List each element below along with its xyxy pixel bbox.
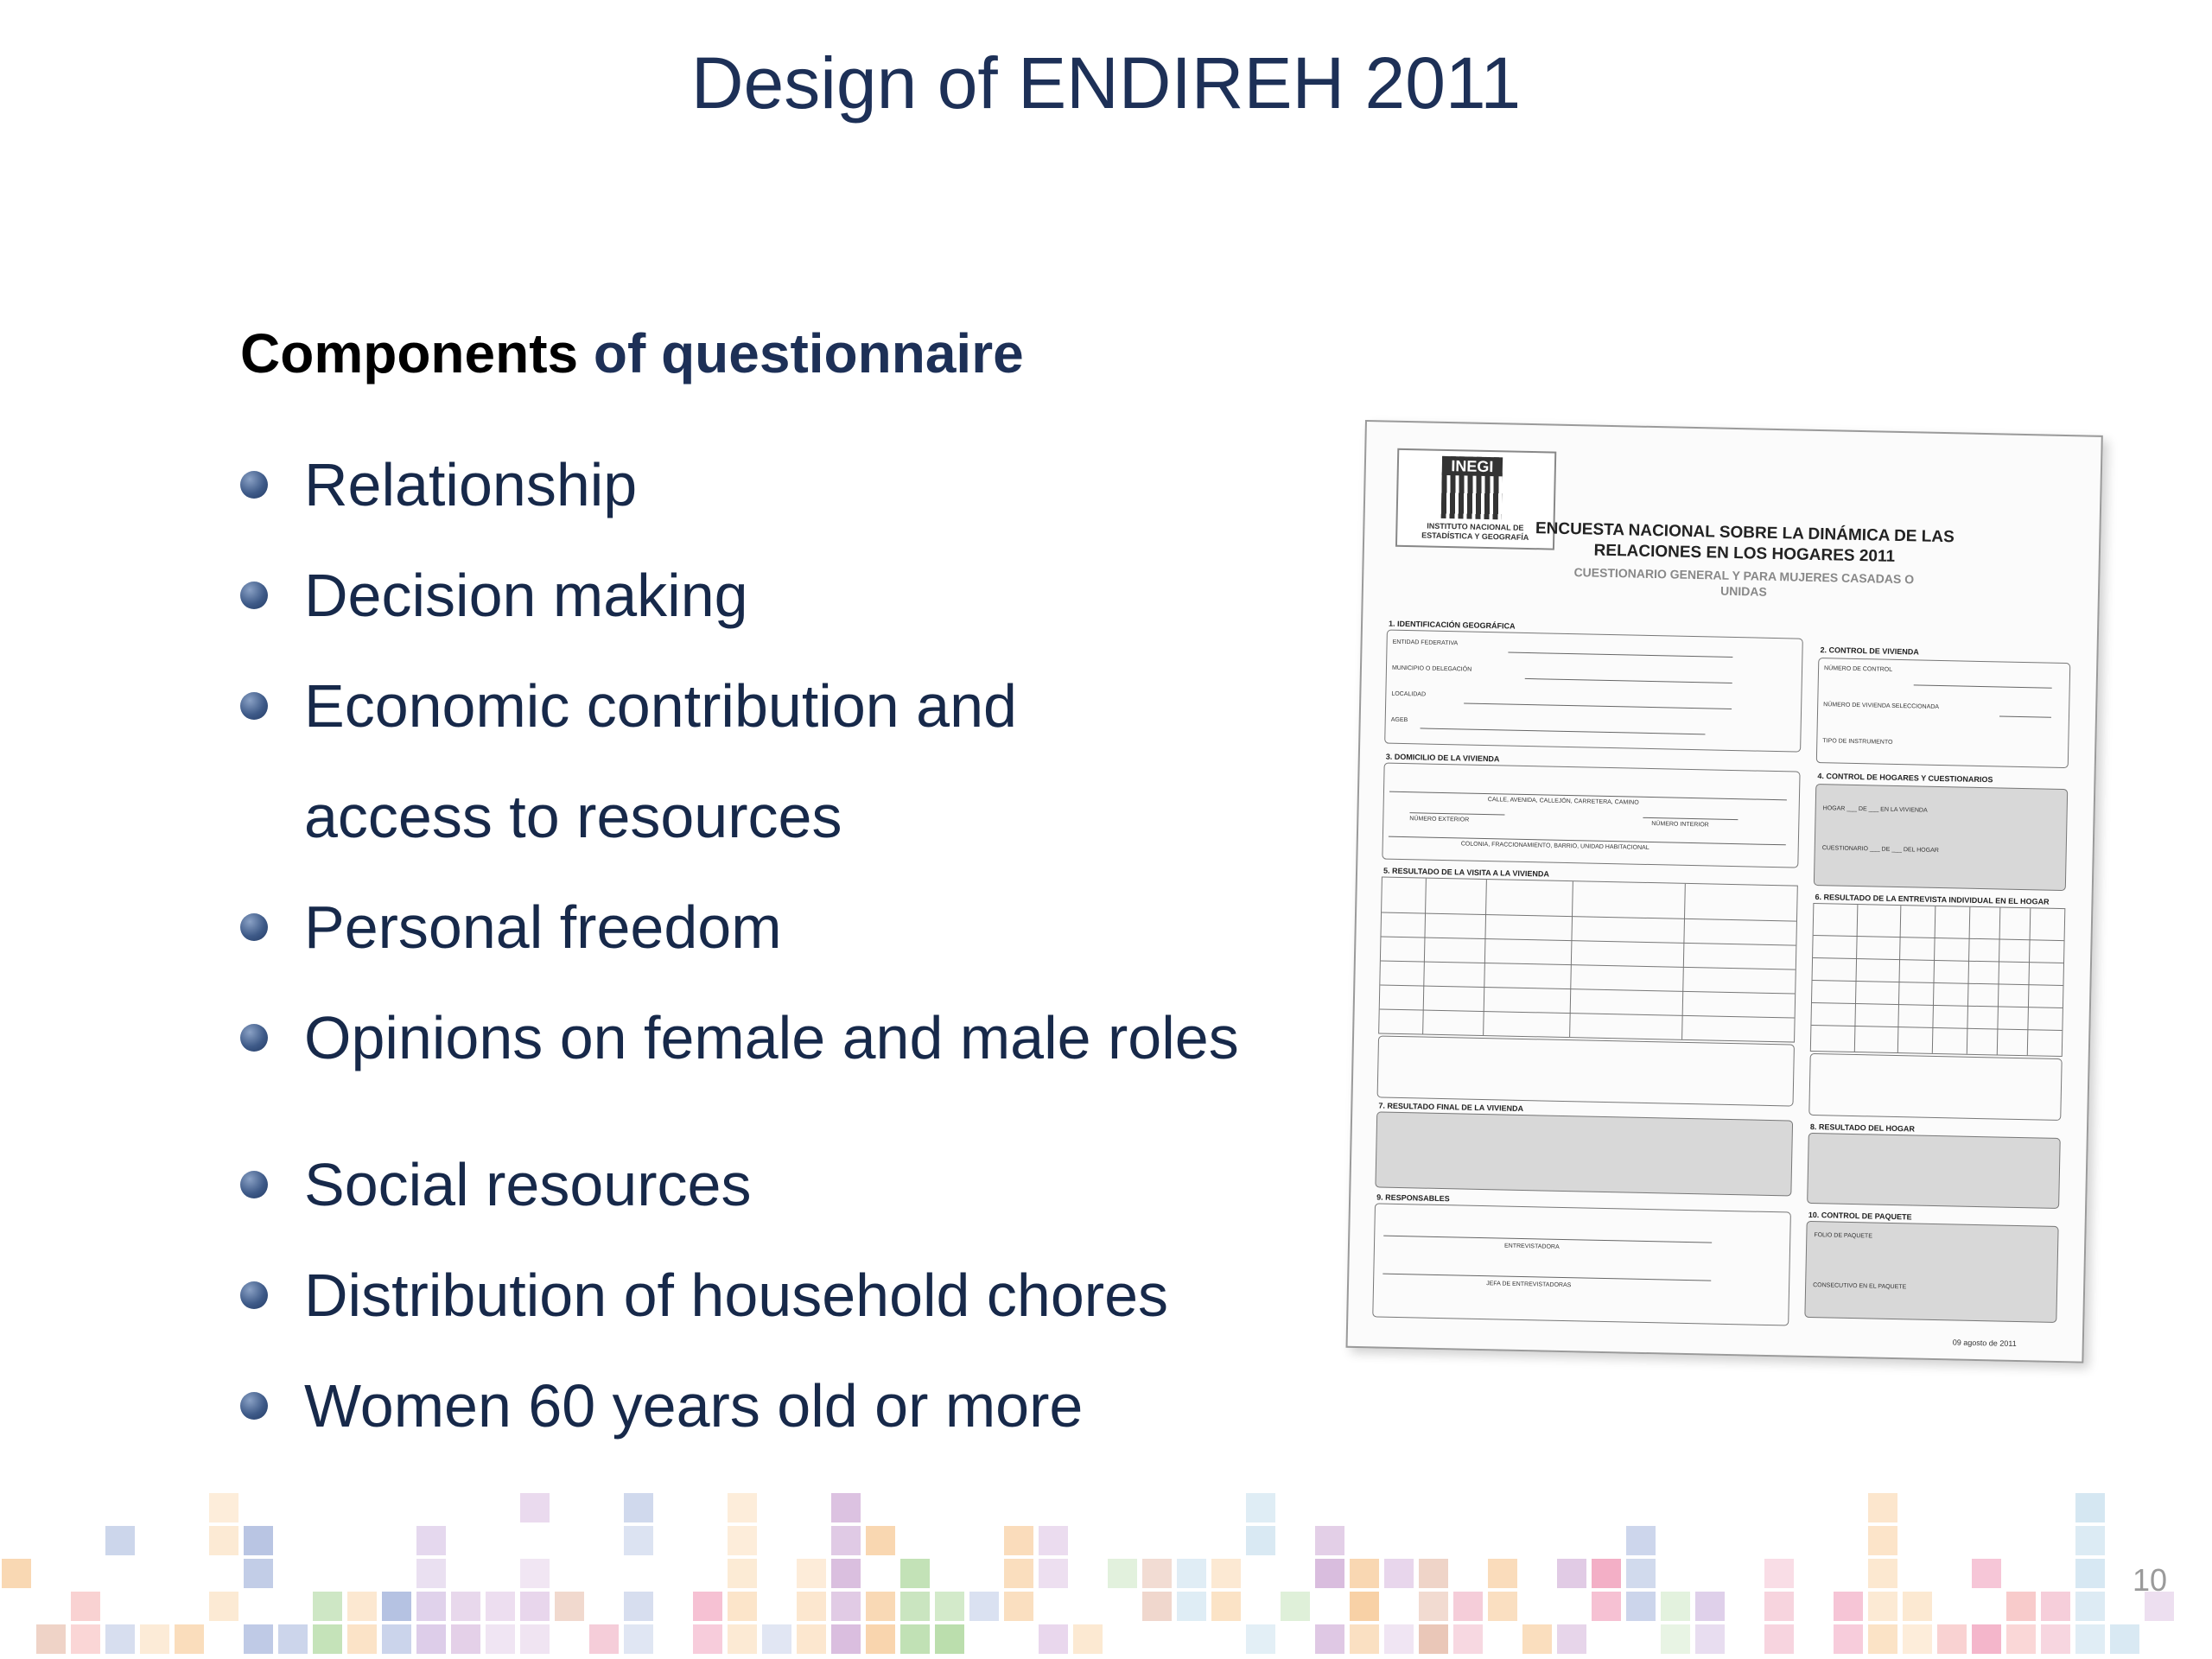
decorative-tile bbox=[1039, 1624, 1068, 1654]
field-label: CALLE, AVENIDA, CALLEJÓN, CARRETERA, CAMINO bbox=[1487, 797, 1639, 806]
decorative-tile bbox=[416, 1592, 446, 1621]
bullet-dot-icon bbox=[240, 471, 268, 499]
decorative-tile bbox=[278, 1624, 308, 1654]
decorative-tile bbox=[1764, 1592, 1794, 1621]
section-label: 4. CONTROL DE HOGARES Y CUESTIONARIOS bbox=[1817, 772, 1993, 785]
decorative-tile bbox=[831, 1526, 861, 1555]
bullet-item bbox=[240, 446, 637, 524]
field-label: NÚMERO DE VIVIENDA SELECCIONADA bbox=[1823, 702, 1940, 710]
decorative-tile bbox=[624, 1526, 653, 1555]
decorative-tile bbox=[1453, 1624, 1483, 1654]
decorative-tile bbox=[313, 1592, 342, 1621]
field-label: NÚMERO EXTERIOR bbox=[1409, 816, 1470, 823]
logo-mark-text: INEGI bbox=[1442, 456, 1503, 476]
decorative-tile bbox=[313, 1624, 342, 1654]
section-label: 8. RESULTADO DEL HOGAR bbox=[1809, 1122, 1916, 1134]
form-title: ENCUESTA NACIONAL SOBRE LA DINÁMICA DE LAS RELACIONES EN LOS HOGARES 2011 bbox=[1535, 519, 1955, 566]
field-label: JEFA DE ENTREVISTADORAS bbox=[1486, 1281, 1572, 1289]
decorative-tile bbox=[2041, 1624, 2070, 1654]
bullet-dot-icon bbox=[240, 1281, 268, 1309]
decorative-tile bbox=[1764, 1624, 1794, 1654]
decorative-tile bbox=[1142, 1592, 1172, 1621]
section-label: 1. IDENTIFICACIÓN GEOGRÁFICA bbox=[1388, 619, 1516, 631]
section-label: 10. CONTROL DE PAQUETE bbox=[1808, 1210, 1912, 1222]
decorative-tile bbox=[416, 1526, 446, 1555]
decorative-tile bbox=[728, 1559, 757, 1588]
decorative-tile bbox=[520, 1592, 550, 1621]
bullet-dot-icon bbox=[240, 582, 268, 609]
section-resultado-hogar bbox=[1807, 1133, 2061, 1209]
decorative-tile bbox=[1868, 1592, 1897, 1621]
bullet-text: Relationship bbox=[304, 451, 638, 518]
decorative-tile bbox=[728, 1592, 757, 1621]
decorative-tile bbox=[520, 1624, 550, 1654]
section-paquete bbox=[1804, 1221, 2058, 1323]
decorative-tile bbox=[728, 1493, 757, 1522]
decorative-tile bbox=[382, 1592, 411, 1621]
decorative-tile bbox=[209, 1526, 238, 1555]
bullet-text: Economic contribution and bbox=[304, 672, 1017, 740]
decorative-tile bbox=[1695, 1592, 1725, 1621]
section-entrevista-grid bbox=[1810, 903, 2066, 1057]
decorative-tile bbox=[1661, 1592, 1690, 1621]
field-label: CUESTIONARIO ___ DE ___ DEL HOGAR bbox=[1821, 845, 1939, 855]
field-label: ENTREVISTADORA bbox=[1503, 1243, 1560, 1250]
decorative-tile bbox=[900, 1559, 930, 1588]
decorative-tile bbox=[1004, 1526, 1033, 1555]
decorative-tile bbox=[2075, 1526, 2105, 1555]
section-final-vivienda bbox=[1375, 1111, 1793, 1196]
decorative-tile bbox=[2110, 1624, 2139, 1654]
decorative-tile bbox=[1903, 1624, 1932, 1654]
decorative-tile bbox=[1073, 1624, 1103, 1654]
decorative-tile bbox=[1419, 1559, 1448, 1588]
decorative-tile bbox=[209, 1592, 238, 1621]
decorative-tile bbox=[244, 1624, 273, 1654]
bullet-text: Social resources bbox=[304, 1151, 752, 1218]
decorative-tile bbox=[900, 1624, 930, 1654]
decorative-tile bbox=[486, 1592, 515, 1621]
decorative-tile bbox=[1350, 1624, 1379, 1654]
decorative-tile bbox=[1868, 1624, 1897, 1654]
decorative-tile bbox=[797, 1592, 826, 1621]
decorative-tile bbox=[2075, 1559, 2105, 1588]
decorative-tile bbox=[2041, 1592, 2070, 1621]
bullet-text: Distribution of household chores bbox=[304, 1262, 1169, 1329]
field-label: NÚMERO INTERIOR bbox=[1651, 821, 1709, 829]
subheading bbox=[240, 321, 1024, 385]
decorative-tile bbox=[935, 1624, 964, 1654]
decorative-tile bbox=[1557, 1624, 1586, 1654]
decorative-tile bbox=[693, 1624, 722, 1654]
form-subtitle: CUESTIONARIO GENERAL Y PARA MUJERES CASADAS O UNIDAS bbox=[1573, 565, 1915, 599]
decorative-tile bbox=[1315, 1624, 1344, 1654]
section-label: 9. RESPONSABLES bbox=[1376, 1192, 1450, 1204]
decorative-tile bbox=[451, 1592, 480, 1621]
decorative-tile bbox=[105, 1624, 135, 1654]
decorative-tile bbox=[1522, 1624, 1552, 1654]
decorative-tile bbox=[1419, 1592, 1448, 1621]
decorative-tile bbox=[451, 1624, 480, 1654]
decorative-tile bbox=[831, 1624, 861, 1654]
section-geo bbox=[1384, 630, 1803, 753]
field-label: LOCALIDAD bbox=[1391, 690, 1427, 698]
decorative-tile bbox=[728, 1624, 757, 1654]
questionnaire-form bbox=[1346, 420, 2103, 1363]
decorative-tile bbox=[1695, 1624, 1725, 1654]
decorative-tile bbox=[36, 1624, 66, 1654]
decorative-tile bbox=[1384, 1624, 1414, 1654]
bullet-dot-icon bbox=[240, 913, 268, 941]
bullet-text: Opinions on female and male roles bbox=[304, 1004, 1239, 1071]
section-label: 3. DOMICILIO DE LA VIVIENDA bbox=[1385, 752, 1500, 764]
bullet-item bbox=[240, 1256, 1168, 1334]
form-date: 09 agosto de 2011 bbox=[1952, 1338, 2017, 1349]
section-mujeres bbox=[1808, 1053, 2062, 1121]
decorative-tile bbox=[2006, 1592, 2036, 1621]
decorative-tile bbox=[624, 1592, 653, 1621]
decorative-tile bbox=[1142, 1559, 1172, 1588]
bullet-dot-icon bbox=[240, 1392, 268, 1420]
decorative-tile bbox=[1004, 1592, 1033, 1621]
decorative-tile bbox=[589, 1624, 619, 1654]
decorative-tile bbox=[762, 1624, 791, 1654]
decorative-tile bbox=[105, 1526, 135, 1555]
section-visita-grid bbox=[1378, 877, 1798, 1043]
decorative-tile bbox=[1004, 1559, 1033, 1588]
bullet-text: Personal freedom bbox=[304, 893, 782, 961]
decorative-tile bbox=[2075, 1592, 2105, 1621]
decorative-tile bbox=[900, 1592, 930, 1621]
section-label: 2. CONTROL DE VIVIENDA bbox=[1820, 645, 1919, 657]
questionnaire-image bbox=[1346, 420, 2100, 1360]
decorative-tile bbox=[71, 1624, 100, 1654]
decorative-tile bbox=[866, 1526, 895, 1555]
decorative-tile bbox=[1384, 1559, 1414, 1588]
inegi-logo-icon bbox=[1441, 456, 1503, 519]
decorative-tile bbox=[382, 1624, 411, 1654]
decorative-tile bbox=[1592, 1592, 1621, 1621]
decorative-tile bbox=[1972, 1624, 2001, 1654]
decorative-tile bbox=[1626, 1592, 1656, 1621]
field-label: COLONIA, FRACCIONAMIENTO, BARRIO, UNIDAD HABITACIONAL bbox=[1460, 841, 1649, 851]
decorative-tile bbox=[1246, 1526, 1275, 1555]
field-label: HOGAR ___ DE ___ EN LA VIVIENDA bbox=[1822, 805, 1928, 814]
bullet-dot-icon bbox=[240, 1171, 268, 1198]
decorative-tile-band bbox=[0, 1503, 2212, 1659]
bullet-item bbox=[240, 667, 1017, 745]
bullet-item bbox=[240, 1367, 1083, 1445]
decorative-tile bbox=[797, 1624, 826, 1654]
section-responsables bbox=[1372, 1203, 1791, 1325]
decorative-tile bbox=[1350, 1592, 1379, 1621]
decorative-tile bbox=[1834, 1624, 1863, 1654]
decorative-tile bbox=[175, 1624, 204, 1654]
decorative-tile bbox=[1488, 1592, 1517, 1621]
decorative-tile bbox=[1039, 1526, 1068, 1555]
decorative-tile bbox=[935, 1592, 964, 1621]
decorative-tile bbox=[244, 1526, 273, 1555]
decorative-tile bbox=[1211, 1559, 1241, 1588]
decorative-tile bbox=[624, 1493, 653, 1522]
decorative-tile bbox=[555, 1592, 584, 1621]
decorative-tile bbox=[1177, 1592, 1206, 1621]
decorative-tile bbox=[1834, 1592, 1863, 1621]
decorative-tile bbox=[1972, 1559, 2001, 1588]
bullet-item bbox=[240, 888, 782, 966]
decorative-tile bbox=[1937, 1624, 1967, 1654]
decorative-tile bbox=[1211, 1592, 1241, 1621]
decorative-tile bbox=[1592, 1559, 1621, 1588]
decorative-tile bbox=[416, 1559, 446, 1588]
decorative-tile bbox=[520, 1493, 550, 1522]
bullet-text: Decision making bbox=[304, 562, 748, 629]
decorative-tile bbox=[244, 1559, 273, 1588]
section-label: 5. RESULTADO DE LA VISITA A LA VIVIENDA bbox=[1382, 866, 1549, 879]
section-label: 6. RESULTADO DE LA ENTREVISTA INDIVIDUAL EN EL HOGAR bbox=[1815, 893, 2050, 906]
decorative-tile bbox=[347, 1592, 377, 1621]
field-label: NÚMERO DE CONTROL bbox=[1824, 665, 1893, 673]
section-codigos bbox=[1377, 1035, 1795, 1106]
decorative-tile bbox=[1626, 1559, 1656, 1588]
decorative-tile bbox=[1108, 1559, 1137, 1588]
decorative-tile bbox=[2075, 1493, 2105, 1522]
decorative-tile bbox=[1557, 1559, 1586, 1588]
logo-caption: INSTITUTO NACIONAL DE ESTADÍSTICA Y GEOGRAFÍA bbox=[1421, 521, 1529, 542]
decorative-tile bbox=[1419, 1624, 1448, 1654]
decorative-tile bbox=[2006, 1624, 2036, 1654]
decorative-tile bbox=[693, 1592, 722, 1621]
section-vivienda bbox=[1816, 658, 2070, 768]
decorative-tile bbox=[1315, 1559, 1344, 1588]
section-label: 7. RESULTADO FINAL DE LA VIVIENDA bbox=[1378, 1101, 1524, 1114]
decorative-tile bbox=[1488, 1559, 1517, 1588]
decorative-tile bbox=[624, 1624, 653, 1654]
decorative-tile bbox=[866, 1592, 895, 1621]
decorative-tile bbox=[1350, 1559, 1379, 1588]
decorative-tile bbox=[2, 1559, 31, 1588]
decorative-tile bbox=[347, 1624, 377, 1654]
subheading-bold: Components bbox=[240, 322, 579, 385]
decorative-tile bbox=[1281, 1592, 1310, 1621]
decorative-tile bbox=[416, 1624, 446, 1654]
subheading-blue: of questionnaire bbox=[593, 322, 1024, 385]
decorative-tile bbox=[866, 1624, 895, 1654]
decorative-tile bbox=[1453, 1592, 1483, 1621]
field-label: CONSECUTIVO EN EL PAQUETE bbox=[1813, 1282, 1907, 1291]
page-number: 10 bbox=[2133, 1562, 2168, 1598]
field-label: ENTIDAD FEDERATIVA bbox=[1392, 639, 1459, 647]
decorative-tile bbox=[2075, 1624, 2105, 1654]
decorative-tile bbox=[1039, 1559, 1068, 1588]
bullet-item bbox=[240, 1146, 751, 1224]
decorative-tile bbox=[1868, 1526, 1897, 1555]
decorative-tile bbox=[1868, 1559, 1897, 1588]
bullet-text: access to resources bbox=[304, 783, 842, 850]
bullet-item bbox=[240, 999, 1239, 1077]
decorative-tile bbox=[969, 1592, 999, 1621]
bullet-item bbox=[240, 556, 748, 634]
field-label: AGEB bbox=[1390, 716, 1408, 724]
bullet-item-continuation bbox=[240, 778, 842, 855]
bullet-dot-icon bbox=[240, 1024, 268, 1052]
decorative-tile bbox=[1903, 1592, 1932, 1621]
bullet-dot-icon bbox=[240, 692, 268, 720]
section-domicilio bbox=[1382, 763, 1800, 868]
decorative-tile bbox=[209, 1493, 238, 1522]
field-label: MUNICIPIO O DELEGACIÓN bbox=[1391, 664, 1472, 673]
decorative-tile bbox=[797, 1559, 826, 1588]
decorative-tile bbox=[831, 1592, 861, 1621]
decorative-tile bbox=[1246, 1624, 1275, 1654]
decorative-tile bbox=[831, 1493, 861, 1522]
decorative-tile bbox=[1626, 1526, 1656, 1555]
decorative-tile bbox=[728, 1526, 757, 1555]
section-hogares bbox=[1814, 784, 2068, 891]
decorative-tile bbox=[1868, 1493, 1897, 1522]
decorative-tile bbox=[1661, 1624, 1690, 1654]
field-label: FOLIO DE PAQUETE bbox=[1814, 1232, 1872, 1240]
decorative-tile bbox=[486, 1624, 515, 1654]
field-label: TIPO DE INSTRUMENTO bbox=[1822, 738, 1893, 746]
slide-title: Design of ENDIREH 2011 bbox=[690, 42, 1522, 124]
decorative-tile bbox=[520, 1559, 550, 1588]
decorative-tile bbox=[1246, 1493, 1275, 1522]
bullet-text: Women 60 years old or more bbox=[304, 1372, 1084, 1440]
decorative-tile bbox=[1764, 1559, 1794, 1588]
decorative-tile bbox=[140, 1624, 169, 1654]
decorative-tile bbox=[1177, 1559, 1206, 1588]
decorative-tile bbox=[71, 1592, 100, 1621]
decorative-tile bbox=[831, 1559, 861, 1588]
decorative-tile bbox=[1315, 1526, 1344, 1555]
